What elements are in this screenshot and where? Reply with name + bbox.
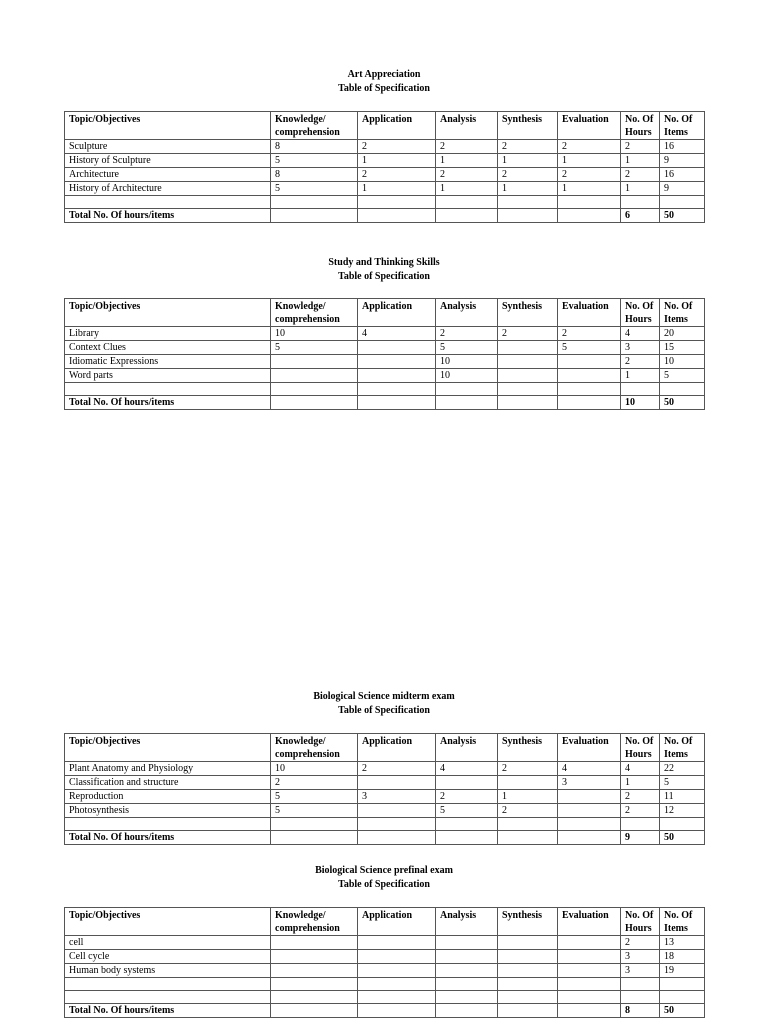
total-cell-knowledge — [271, 1004, 358, 1018]
spec-table — [64, 298, 705, 410]
total-row — [65, 1004, 705, 1018]
column-header-analysis: Analysis — [436, 112, 498, 140]
cell-evaluation: 1 — [558, 182, 621, 196]
total-row — [65, 396, 705, 410]
cell-application — [358, 196, 436, 209]
section-subtitle: Table of Specification — [338, 271, 430, 282]
total-cell-analysis — [436, 396, 498, 410]
cell-topic: Library — [65, 327, 271, 341]
cell-analysis — [436, 950, 498, 964]
total-cell-analysis — [436, 831, 498, 845]
cell-analysis: 4 — [436, 762, 498, 776]
cell-items: 5 — [660, 369, 705, 383]
cell-application: 2 — [358, 140, 436, 154]
cell-hours: 3 — [621, 950, 660, 964]
cell-evaluation — [558, 196, 621, 209]
column-header-topic: Topic/Objectives — [65, 734, 271, 762]
total-cell-analysis — [436, 1004, 498, 1018]
section-bio-prefinal — [64, 864, 704, 892]
cell-analysis: 1 — [436, 154, 498, 168]
cell-synthesis — [498, 964, 558, 978]
cell-application — [358, 964, 436, 978]
cell-evaluation — [558, 818, 621, 831]
cell-knowledge — [271, 964, 358, 978]
total-cell-application — [358, 396, 436, 410]
cell-synthesis — [498, 196, 558, 209]
cell-synthesis — [498, 991, 558, 1004]
cell-analysis: 10 — [436, 369, 498, 383]
total-cell-topic: Total No. Of hours/items — [65, 831, 271, 845]
cell-topic: Architecture — [65, 168, 271, 182]
table-row — [65, 168, 705, 182]
cell-synthesis — [498, 341, 558, 355]
cell-application — [358, 804, 436, 818]
cell-items: 13 — [660, 936, 705, 950]
table-row — [65, 964, 705, 978]
table-row — [65, 991, 705, 1004]
cell-hours: 1 — [621, 182, 660, 196]
table-row — [65, 950, 705, 964]
header-row — [65, 112, 705, 140]
table-row — [65, 182, 705, 196]
total-cell-evaluation — [558, 396, 621, 410]
column-header-application: Application — [358, 299, 436, 327]
cell-topic — [65, 818, 271, 831]
cell-synthesis: 2 — [498, 804, 558, 818]
table-row — [65, 341, 705, 355]
cell-evaluation: 1 — [558, 154, 621, 168]
total-cell-evaluation — [558, 209, 621, 223]
cell-application: 2 — [358, 762, 436, 776]
cell-synthesis — [498, 818, 558, 831]
cell-hours: 1 — [621, 776, 660, 790]
cell-knowledge: 8 — [271, 168, 358, 182]
cell-evaluation — [558, 978, 621, 991]
cell-application — [358, 341, 436, 355]
total-cell-items: 50 — [660, 209, 705, 223]
column-header-hours: No. Of Hours — [621, 908, 660, 936]
cell-analysis: 5 — [436, 341, 498, 355]
section-title: Biological Science midterm exam — [313, 691, 455, 702]
cell-topic: Human body systems — [65, 964, 271, 978]
cell-application — [358, 776, 436, 790]
cell-items: 12 — [660, 804, 705, 818]
total-cell-hours: 9 — [621, 831, 660, 845]
total-cell-application — [358, 209, 436, 223]
cell-topic: History of Sculpture — [65, 154, 271, 168]
cell-items: 19 — [660, 964, 705, 978]
cell-application — [358, 950, 436, 964]
cell-hours: 2 — [621, 355, 660, 369]
cell-application — [358, 991, 436, 1004]
cell-items: 22 — [660, 762, 705, 776]
header-row — [65, 299, 705, 327]
cell-topic: Photosynthesis — [65, 804, 271, 818]
cell-evaluation: 2 — [558, 140, 621, 154]
column-header-evaluation: Evaluation — [558, 734, 621, 762]
cell-application — [358, 369, 436, 383]
column-header-hours: No. Of Hours — [621, 734, 660, 762]
cell-topic: Classification and structure — [65, 776, 271, 790]
column-header-items: No. Of Items — [660, 734, 705, 762]
cell-synthesis: 1 — [498, 790, 558, 804]
cell-evaluation — [558, 355, 621, 369]
total-cell-evaluation — [558, 831, 621, 845]
total-cell-evaluation — [558, 1004, 621, 1018]
cell-items — [660, 991, 705, 1004]
cell-knowledge: 5 — [271, 154, 358, 168]
column-header-evaluation: Evaluation — [558, 908, 621, 936]
cell-evaluation — [558, 936, 621, 950]
column-header-topic: Topic/Objectives — [65, 112, 271, 140]
total-cell-items: 50 — [660, 396, 705, 410]
column-header-hours: No. Of Hours — [621, 112, 660, 140]
cell-application: 3 — [358, 790, 436, 804]
column-header-application: Application — [358, 112, 436, 140]
cell-knowledge — [271, 383, 358, 396]
cell-hours — [621, 196, 660, 209]
section-bio-midterm — [64, 690, 704, 718]
cell-analysis: 5 — [436, 804, 498, 818]
cell-application — [358, 978, 436, 991]
table-row — [65, 196, 705, 209]
cell-hours: 4 — [621, 762, 660, 776]
cell-topic: Reproduction — [65, 790, 271, 804]
total-cell-knowledge — [271, 209, 358, 223]
cell-hours — [621, 383, 660, 396]
cell-application — [358, 936, 436, 950]
cell-hours: 2 — [621, 936, 660, 950]
total-row — [65, 209, 705, 223]
cell-items — [660, 978, 705, 991]
cell-knowledge — [271, 818, 358, 831]
table-row — [65, 762, 705, 776]
cell-analysis — [436, 196, 498, 209]
section-title: Study and Thinking Skills — [328, 257, 440, 268]
cell-topic — [65, 196, 271, 209]
column-header-topic: Topic/Objectives — [65, 299, 271, 327]
section-title: Biological Science prefinal exam — [315, 865, 453, 876]
table-row — [65, 936, 705, 950]
cell-topic: History of Architecture — [65, 182, 271, 196]
column-header-knowledge: Knowledge/ comprehension — [271, 908, 358, 936]
cell-synthesis — [498, 936, 558, 950]
total-cell-synthesis — [498, 396, 558, 410]
column-header-application: Application — [358, 908, 436, 936]
section-subtitle: Table of Specification — [338, 705, 430, 716]
cell-synthesis — [498, 978, 558, 991]
cell-evaluation — [558, 804, 621, 818]
cell-knowledge — [271, 369, 358, 383]
cell-hours: 3 — [621, 964, 660, 978]
cell-analysis — [436, 978, 498, 991]
table-row — [65, 818, 705, 831]
column-header-items: No. Of Items — [660, 299, 705, 327]
table-row — [65, 383, 705, 396]
cell-knowledge — [271, 991, 358, 1004]
cell-items: 10 — [660, 355, 705, 369]
cell-topic — [65, 978, 271, 991]
cell-analysis — [436, 776, 498, 790]
cell-application: 4 — [358, 327, 436, 341]
total-cell-knowledge — [271, 831, 358, 845]
total-cell-items: 50 — [660, 831, 705, 845]
cell-synthesis: 1 — [498, 154, 558, 168]
cell-items: 16 — [660, 168, 705, 182]
cell-hours — [621, 978, 660, 991]
column-header-analysis: Analysis — [436, 908, 498, 936]
table-row — [65, 978, 705, 991]
cell-hours: 2 — [621, 790, 660, 804]
cell-application: 1 — [358, 182, 436, 196]
cell-evaluation — [558, 950, 621, 964]
cell-topic: Cell cycle — [65, 950, 271, 964]
cell-evaluation — [558, 991, 621, 1004]
cell-application — [358, 383, 436, 396]
cell-knowledge — [271, 936, 358, 950]
column-header-hours: No. Of Hours — [621, 299, 660, 327]
cell-topic: Plant Anatomy and Physiology — [65, 762, 271, 776]
cell-application: 2 — [358, 168, 436, 182]
cell-application — [358, 818, 436, 831]
cell-topic — [65, 383, 271, 396]
cell-knowledge: 5 — [271, 804, 358, 818]
cell-knowledge: 5 — [271, 182, 358, 196]
cell-analysis — [436, 936, 498, 950]
column-header-synthesis: Synthesis — [498, 734, 558, 762]
spec-table — [64, 111, 705, 223]
cell-synthesis: 1 — [498, 182, 558, 196]
section-title: Art Appreciation — [347, 69, 421, 80]
cell-hours: 1 — [621, 369, 660, 383]
column-header-synthesis: Synthesis — [498, 112, 558, 140]
table-row — [65, 790, 705, 804]
column-header-items: No. Of Items — [660, 112, 705, 140]
cell-synthesis: 2 — [498, 762, 558, 776]
cell-evaluation: 5 — [558, 341, 621, 355]
cell-synthesis: 2 — [498, 140, 558, 154]
cell-analysis — [436, 383, 498, 396]
column-header-analysis: Analysis — [436, 734, 498, 762]
table-row — [65, 804, 705, 818]
cell-items: 11 — [660, 790, 705, 804]
cell-application: 1 — [358, 154, 436, 168]
cell-analysis — [436, 818, 498, 831]
cell-hours — [621, 818, 660, 831]
cell-evaluation: 2 — [558, 327, 621, 341]
cell-hours — [621, 991, 660, 1004]
header-row — [65, 908, 705, 936]
cell-items: 9 — [660, 182, 705, 196]
cell-items: 18 — [660, 950, 705, 964]
cell-hours: 4 — [621, 327, 660, 341]
cell-items: 5 — [660, 776, 705, 790]
total-cell-topic: Total No. Of hours/items — [65, 396, 271, 410]
cell-items: 20 — [660, 327, 705, 341]
table-row — [65, 355, 705, 369]
cell-synthesis: 2 — [498, 168, 558, 182]
cell-hours: 2 — [621, 168, 660, 182]
table-row — [65, 154, 705, 168]
column-header-topic: Topic/Objectives — [65, 908, 271, 936]
cell-knowledge — [271, 355, 358, 369]
column-header-synthesis: Synthesis — [498, 908, 558, 936]
cell-evaluation: 3 — [558, 776, 621, 790]
cell-knowledge: 2 — [271, 776, 358, 790]
total-cell-synthesis — [498, 1004, 558, 1018]
column-header-evaluation: Evaluation — [558, 112, 621, 140]
cell-topic: Word parts — [65, 369, 271, 383]
cell-synthesis: 2 — [498, 327, 558, 341]
cell-analysis: 2 — [436, 790, 498, 804]
section-subtitle: Table of Specification — [338, 879, 430, 890]
cell-knowledge: 8 — [271, 140, 358, 154]
column-header-knowledge: Knowledge/ comprehension — [271, 112, 358, 140]
spec-table — [64, 907, 705, 1018]
total-cell-items: 50 — [660, 1004, 705, 1018]
cell-topic: Sculpture — [65, 140, 271, 154]
cell-evaluation — [558, 383, 621, 396]
cell-knowledge: 10 — [271, 762, 358, 776]
cell-items — [660, 383, 705, 396]
cell-hours: 1 — [621, 154, 660, 168]
total-cell-topic: Total No. Of hours/items — [65, 209, 271, 223]
section-art-appreciation — [64, 68, 704, 96]
total-cell-application — [358, 1004, 436, 1018]
total-cell-hours: 10 — [621, 396, 660, 410]
cell-items: 16 — [660, 140, 705, 154]
section-study-thinking-skills — [64, 256, 704, 284]
column-header-synthesis: Synthesis — [498, 299, 558, 327]
cell-analysis: 2 — [436, 327, 498, 341]
cell-evaluation — [558, 790, 621, 804]
cell-synthesis — [498, 950, 558, 964]
total-row — [65, 831, 705, 845]
total-cell-synthesis — [498, 209, 558, 223]
cell-knowledge — [271, 950, 358, 964]
column-header-knowledge: Knowledge/ comprehension — [271, 299, 358, 327]
cell-items: 15 — [660, 341, 705, 355]
header-row — [65, 734, 705, 762]
cell-hours: 2 — [621, 804, 660, 818]
cell-evaluation — [558, 369, 621, 383]
cell-application — [358, 355, 436, 369]
section-subtitle: Table of Specification — [338, 83, 430, 94]
cell-items — [660, 196, 705, 209]
cell-synthesis — [498, 355, 558, 369]
spec-table — [64, 733, 705, 845]
cell-hours: 3 — [621, 341, 660, 355]
cell-topic: cell — [65, 936, 271, 950]
column-header-items: No. Of Items — [660, 908, 705, 936]
column-header-analysis: Analysis — [436, 299, 498, 327]
cell-knowledge — [271, 978, 358, 991]
cell-analysis — [436, 991, 498, 1004]
cell-topic — [65, 991, 271, 1004]
cell-analysis: 10 — [436, 355, 498, 369]
cell-topic: Context Clues — [65, 341, 271, 355]
cell-evaluation — [558, 964, 621, 978]
cell-items — [660, 818, 705, 831]
cell-knowledge — [271, 196, 358, 209]
total-cell-topic: Total No. Of hours/items — [65, 1004, 271, 1018]
cell-knowledge: 5 — [271, 341, 358, 355]
cell-synthesis — [498, 383, 558, 396]
cell-synthesis — [498, 776, 558, 790]
column-header-knowledge: Knowledge/ comprehension — [271, 734, 358, 762]
total-cell-analysis — [436, 209, 498, 223]
cell-analysis: 2 — [436, 140, 498, 154]
table-row — [65, 140, 705, 154]
total-cell-synthesis — [498, 831, 558, 845]
cell-topic: Idiomatic Expressions — [65, 355, 271, 369]
cell-analysis — [436, 964, 498, 978]
column-header-application: Application — [358, 734, 436, 762]
cell-items: 9 — [660, 154, 705, 168]
table-row — [65, 327, 705, 341]
table-row — [65, 776, 705, 790]
total-cell-application — [358, 831, 436, 845]
cell-synthesis — [498, 369, 558, 383]
cell-evaluation: 2 — [558, 168, 621, 182]
cell-analysis: 2 — [436, 168, 498, 182]
cell-knowledge: 10 — [271, 327, 358, 341]
cell-knowledge: 5 — [271, 790, 358, 804]
table-row — [65, 369, 705, 383]
cell-evaluation: 4 — [558, 762, 621, 776]
cell-hours: 2 — [621, 140, 660, 154]
column-header-evaluation: Evaluation — [558, 299, 621, 327]
cell-analysis: 1 — [436, 182, 498, 196]
total-cell-hours: 8 — [621, 1004, 660, 1018]
total-cell-hours: 6 — [621, 209, 660, 223]
total-cell-knowledge — [271, 396, 358, 410]
